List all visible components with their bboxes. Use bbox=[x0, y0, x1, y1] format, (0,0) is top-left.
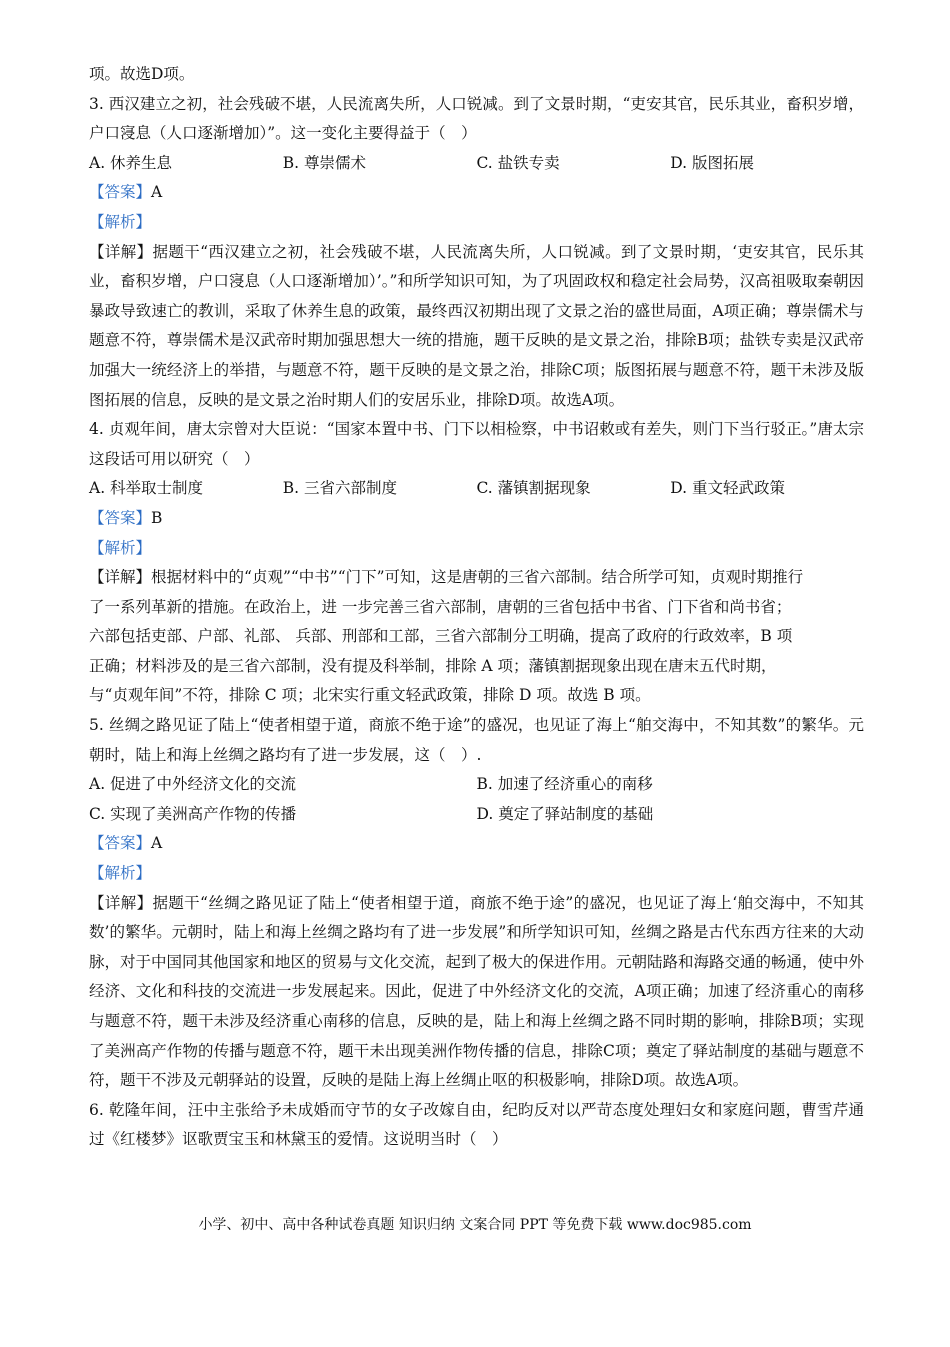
detail-text: 据题干“丝绸之路见证了陆上“使者相望于道，商旅不绝于途”的盛况，也见证了海上‘舶交海中，不知其数’的繁华。元朝时，陆上和海上丝绸之路均有了进一步发展”和所学知识可知，丝绸之路是古代东西方往来的大动脉，对于中国同其他国家和地区的贸易与文化交流，起到了极大的保进作用。元朝陆路和海路交通的畅通，使中外经济、文化和科技的交流进一步发展起来。因此，促进了中外经济文化的交流，A项正确；加速了经济重心的南移与题意不符，题干未涉及经济重心南移的信息，反映的是，陆上和海上丝绸之路不同时期的影响，排除B项；实现了美洲高产作物的传播与题意不符，题干未出现美洲作物传播的信息，排除C项；奠定了驿站制度的基础与题意不符，题干不涉及元朝驿站的设置，反映的是陆上海上丝绸止呕的积极影响，排除D项。故选A项。 bbox=[89, 893, 865, 1090]
question-4-option-a: A. 科举取士制度 bbox=[89, 479, 204, 498]
answer-value: A bbox=[151, 834, 163, 853]
answer-value: A bbox=[151, 183, 163, 202]
question-4-stem: 4. 贞观年间，唐太宗曾对大臣说：“国家本置中书、门下以相检察，中书诏敕或有差失，则门下当行驳正。”唐太宗这段话可用以研究（ ） bbox=[89, 420, 864, 468]
question-3-options bbox=[89, 149, 864, 179]
detail-tag: 【详解】 bbox=[89, 242, 153, 261]
detail-text: 据题干“西汉建立之初，社会残破不堪，人民流离失所，人口锐减。到了文景时期，‘吏安其官，民乐其业，畜积岁增，户口寖息（人口逐渐增加）’。”和所学知识可知，为了巩固政权和稳定社会局势，汉高祖吸取秦朝因暴政导致速亡的教训，采取了休养生息的政策，最终西汉初期出现了文景之治的盛世局面，A项正确；尊崇儒术与题意不符，尊崇儒术是汉武帝时期加强思想大一统的措施，题干反映的是文景之治，排除B项；盐铁专卖是汉武帝加强大一统经济上的举措，与题意不符，题干反映的是文景之治，排除C项；版图拓展与题意不符，题干未涉及版图拓展的信息，反映的是文景之治时期人们的安居乐业，排除D项。故选A项。 bbox=[89, 242, 864, 409]
question-4-detail-line-1 bbox=[89, 563, 864, 593]
analysis-tag: 【解析】 bbox=[89, 212, 152, 231]
question-4-detail-line-4: 正确；材料涉及的是三省六部制，没有提及科举制，排除 A 项；藩镇割据现象出现在唐末五代时期， bbox=[89, 656, 777, 675]
question-3-option-c: C. 盐铁专卖 bbox=[476, 153, 560, 172]
question-5-options-row-1 bbox=[89, 770, 864, 800]
question-3-option-d: D. 版图拓展 bbox=[670, 153, 754, 172]
answer-tag: 【答案】 bbox=[89, 508, 152, 527]
detail-tag: 【详解】 bbox=[89, 893, 153, 912]
page-footer: 小学、初中、高中各种试卷真题 知识归纳 文案合同 PPT 等免费下载 www.doc985.com bbox=[198, 1217, 752, 1233]
question-3-stem: 3. 西汉建立之初，社会残破不堪，人民流离失所，人口锐减。到了文景时期，“吏安其官，民乐其业，畜积岁增，户口寖息（人口逐渐增加）”。这一变化主要得益于（ ） bbox=[89, 94, 864, 143]
question-3-option-a: A. 休养生息 bbox=[89, 153, 173, 172]
detail-tag: 【详解】 bbox=[89, 568, 152, 587]
answer-value: B bbox=[151, 508, 163, 527]
question-4-option-c: C. 藩镇割据现象 bbox=[476, 479, 591, 498]
question-5-option-c: C. 实现了美洲高产作物的传播 bbox=[89, 804, 297, 823]
question-4-option-b: B. 三省六部制度 bbox=[282, 479, 397, 498]
question-6-stem: 6. 乾隆年间，汪中主张给予未成婚而守节的女子改嫁自由，纪昀反对以严苛态度处理妇女和家庭问题，曹雪芹通过《红楼梦》讴歌贾宝玉和林黛玉的爱情。这说明当时（ ） bbox=[89, 1100, 864, 1149]
question-5-option-a: A. 促进了中外经济文化的交流 bbox=[89, 775, 297, 794]
question-5-stem: 5. 丝绸之路见证了陆上“使者相望于道，商旅不绝于途”的盛况，也见证了海上“舶交海中，不知其数”的繁华。元朝时，陆上和海上丝绸之路均有了进一步发展，这（ ）. bbox=[89, 716, 864, 764]
analysis-tag: 【解析】 bbox=[89, 864, 152, 883]
answer-tag: 【答案】 bbox=[89, 834, 152, 853]
answer-tag: 【答案】 bbox=[89, 183, 152, 202]
question-4-detail-line-5: 与“贞观年间”不符，排除 C 项；北宋实行重文轻武政策，排除 D 项。故选 B 项。 bbox=[89, 686, 651, 705]
previous-question-tail: 项。故选D项。 bbox=[89, 65, 195, 83]
question-4-detail-line-2: 了一系列革新的措施。在政治上，进 一步完善三省六部制，唐朝的三省包括中书省、门下省和尚书省； bbox=[89, 597, 792, 616]
question-5-options-row-2 bbox=[89, 800, 864, 830]
question-3-answer bbox=[89, 178, 864, 208]
detail-text: 根据材料中的“贞观”“中书”“门下”可知，这是唐朝的三省六部制。结合所学可知，贞观时期推行 bbox=[151, 568, 804, 587]
question-3-option-b: B. 尊崇儒术 bbox=[282, 153, 366, 172]
question-3-detail bbox=[89, 238, 864, 416]
question-5-option-d: D. 奠定了驿站制度的基础 bbox=[476, 804, 654, 823]
analysis-tag: 【解析】 bbox=[89, 538, 152, 557]
question-4-detail-line-3: 六部包括吏部、户部、礼部、 兵部、刑部和工部，三省六部制分工明确，提高了政府的行政效率，B 项 bbox=[89, 627, 793, 646]
question-4-answer bbox=[89, 504, 864, 534]
question-5-detail bbox=[89, 889, 864, 1096]
question-5-analysis-heading bbox=[89, 859, 864, 889]
question-4-option-d: D. 重文轻武政策 bbox=[670, 479, 785, 498]
question-4-analysis-heading bbox=[89, 534, 864, 564]
question-3-analysis-heading bbox=[89, 208, 864, 238]
question-5-option-b: B. 加速了经济重心的南移 bbox=[476, 775, 653, 794]
document-page bbox=[89, 60, 864, 1155]
question-5-answer bbox=[89, 829, 864, 859]
question-4-options bbox=[89, 474, 864, 504]
